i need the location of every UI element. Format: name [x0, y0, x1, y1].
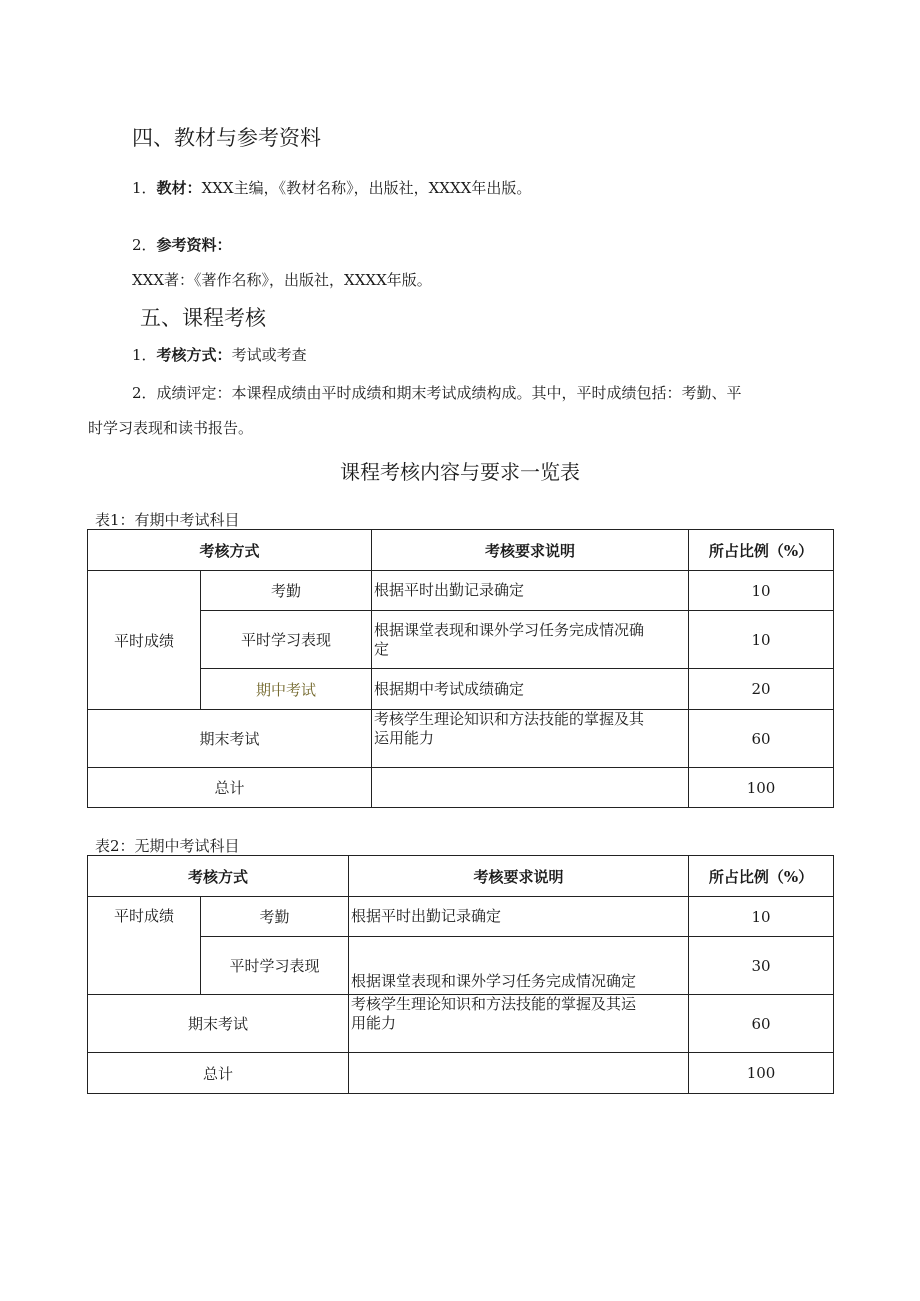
table1-final-desc-line-2: 运用能力: [374, 729, 435, 747]
textbook-line: [132, 177, 531, 198]
table1-final-pct: 60: [689, 710, 834, 768]
table1-header-desc: 考核要求说明: [372, 530, 689, 571]
table2-header-row: [88, 856, 834, 897]
textbook-text: XXX主编，《教材名称》，出版社，XXXX年出版。: [201, 179, 532, 197]
assessment-text: 考试或考查: [231, 346, 307, 364]
table2-desc: 根据课堂表现和课外学习任务完成情况确定: [349, 937, 689, 995]
table1-final-desc: [372, 710, 689, 768]
table2-pct: 30: [689, 937, 834, 995]
table1-final-item: 期末考试: [88, 710, 372, 768]
table2-group-label: 平时成绩: [88, 897, 201, 995]
section-4-title: 四、教材与参考资料: [132, 126, 321, 150]
table1-header-pct: 所占比例（%）: [689, 530, 834, 571]
table2-total-pct: 100: [689, 1053, 834, 1094]
table1-group-label: 平时成绩: [88, 571, 201, 710]
table1-desc: 根据平时出勤记录确定: [372, 571, 689, 611]
table1-header-method: 考核方式: [88, 530, 372, 571]
table1-header-row: [88, 530, 834, 571]
assessment-number: 1．: [132, 346, 157, 364]
reference-number: 2．: [132, 236, 157, 254]
table-row: [88, 897, 834, 937]
reference-label: 参考资料：: [156, 236, 232, 254]
table2: [87, 855, 834, 1094]
table1-total-desc: [372, 768, 689, 808]
table1-total-pct: 100: [689, 768, 834, 808]
section-5-title: 五、课程考核: [140, 306, 266, 330]
table1-desc-line-2: 定: [374, 639, 390, 658]
table2-desc: 根据平时出勤记录确定: [349, 897, 689, 937]
table2-final-desc-line-2: 用能力: [351, 1014, 397, 1032]
table2-header-method: 考核方式: [88, 856, 349, 897]
assessment-method-line: [132, 344, 307, 365]
table2-item: 考勤: [201, 897, 349, 937]
table-main-title: 课程考核内容与要求一览表: [340, 460, 580, 484]
textbook-label: 教材：: [156, 179, 202, 197]
table-row: [88, 995, 834, 1053]
table1-caption: 表1：有期中考试科目: [95, 511, 240, 529]
table1-pct: 20: [689, 669, 834, 710]
table2-total-item: 总计: [88, 1053, 349, 1094]
table2-pct: 10: [689, 897, 834, 937]
table1-total-item: 总计: [88, 768, 372, 808]
assessment-label: 考核方式：: [156, 346, 232, 364]
table2-final-item: 期末考试: [88, 995, 349, 1053]
table1-desc: 根据期中考试成绩确定: [372, 669, 689, 710]
table1-desc: [372, 611, 689, 669]
reference-text: XXX著：《著作名称》，出版社，XXXX年版。: [132, 271, 432, 289]
table2-caption: 表2：无期中考试科目: [95, 837, 240, 855]
table1-pct: 10: [689, 611, 834, 669]
table1-item-midterm: 期中考试: [201, 669, 372, 710]
table2-final-pct: 60: [689, 995, 834, 1053]
table2-final-desc: [349, 995, 689, 1053]
grading-line-2: 时学习表现和读书报告。: [88, 419, 254, 437]
table1-item: 平时学习表现: [201, 611, 372, 669]
reference-line: [132, 234, 232, 255]
table-row: [88, 710, 834, 768]
table2-header-pct: 所占比例（%）: [689, 856, 834, 897]
table-row: [88, 1053, 834, 1094]
table-row: [88, 571, 834, 611]
table-row: [88, 768, 834, 808]
table2-header-desc: 考核要求说明: [349, 856, 689, 897]
table2-final-desc-line-1: 考核学生理论知识和方法技能的掌握及其运: [351, 995, 637, 1013]
table1-item: 考勤: [201, 571, 372, 611]
textbook-number: 1．: [132, 179, 157, 197]
grading-line-1: 2．成绩评定：本课程成绩由平时成绩和期末考试成绩构成。其中，平时成绩包括：考勤、平: [132, 384, 742, 402]
table1-final-desc-line-1: 考核学生理论知识和方法技能的掌握及其: [374, 710, 645, 728]
table1-desc-line-1: 根据课堂表现和课外学习任务完成情况确: [374, 620, 645, 639]
table2-item: 平时学习表现: [201, 937, 349, 995]
table1: [87, 529, 834, 808]
table2-total-desc: [349, 1053, 689, 1094]
table1-pct: 10: [689, 571, 834, 611]
